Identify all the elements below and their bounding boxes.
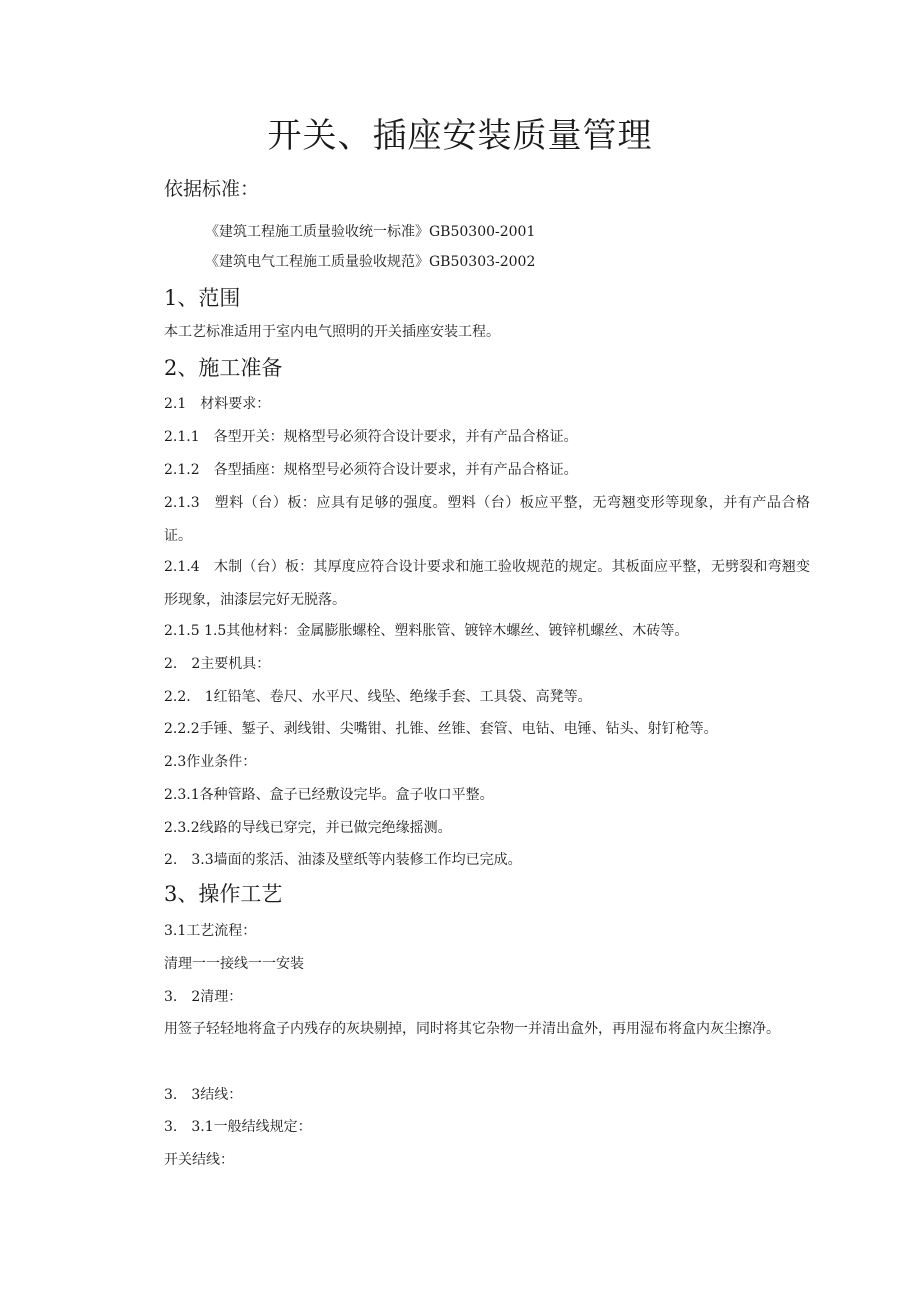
paragraph: 2.1.4 木制（台）板：其厚度应符合设计要求和施工验收规范的规定。其板面应平整，无劈裂和弯翘变形现象，油漆层完好无脱落。 (164, 559, 810, 608)
paragraph: 3.1工艺流程： (164, 923, 257, 939)
standard-item: 《建筑工程施工质量验收统一标准》GB50300-2001 (205, 224, 536, 240)
basis-heading: 依据标准： (164, 178, 260, 200)
section-heading-2: 2、施工准备 (164, 356, 283, 380)
paragraph: 2. 2主要机具： (164, 656, 271, 672)
paragraph: 3. 3.1一般结线规定： (164, 1119, 312, 1135)
section-heading-3: 3、操作工艺 (164, 882, 283, 906)
paragraph: 2.3.2线路的导线已穿完，并已做完绝缘摇测。 (164, 820, 452, 836)
paragraph: 清理一一接线一一安装 (164, 956, 304, 972)
paragraph: 2.1.5 1.5其他材料：金属膨胀螺栓、塑料胀管、镀锌木螺丝、镀锌机螺丝、木砖等。 (164, 623, 689, 639)
paragraph: 2.1.3 塑料（台）板：应具有足够的强度。塑料（台）板应平整，无弯翘变形等现象，并有产品合格证。 (164, 495, 810, 544)
paragraph: 2.2. 1红铅笔、卷尺、水平尺、线坠、绝缘手套、工具袋、高凳等。 (164, 689, 592, 705)
paragraph: 2.1.2 各型插座：规格型号必须符合设计要求，并有产品合格证。 (164, 462, 578, 478)
paragraph: 2. 3.3墙面的浆活、油漆及壁纸等内装修工作均已完成。 (164, 852, 522, 868)
section-heading-1: 1、范围 (164, 286, 241, 310)
paragraph: 开关结线： (164, 1152, 234, 1168)
paragraph: 3. 2清理： (164, 989, 243, 1005)
paragraph: 2.3作业条件： (164, 754, 257, 770)
paragraph: 2.2.2手锤、錾子、剥线钳、尖嘴钳、扎锥、丝锥、套管、电钻、电锤、钻头、射钉枪等。 (164, 721, 718, 737)
paragraph: 用签子轻轻地将盒子内残存的灰块剔掉，同时将其它杂物一并清出盒外，再用湿布将盒内灰尘擦净。 (164, 1021, 780, 1037)
page-title: 开关、插座安装质量管理 (267, 116, 653, 156)
paragraph: 2.1.1 各型开关：规格型号必须符合设计要求，并有产品合格证。 (164, 429, 578, 445)
standard-item: 《建筑电气工程施工质量验收规范》GB50303-2002 (205, 254, 536, 270)
paragraph: 2.1 材料要求： (164, 396, 271, 412)
paragraph: 3. 3结线： (164, 1087, 243, 1103)
section-1-text: 本工艺标准适用于室内电气照明的开关插座安装工程。 (164, 324, 500, 340)
paragraph: 2.3.1各种管路、盒子已经敷设完毕。盒子收口平整。 (164, 787, 494, 803)
